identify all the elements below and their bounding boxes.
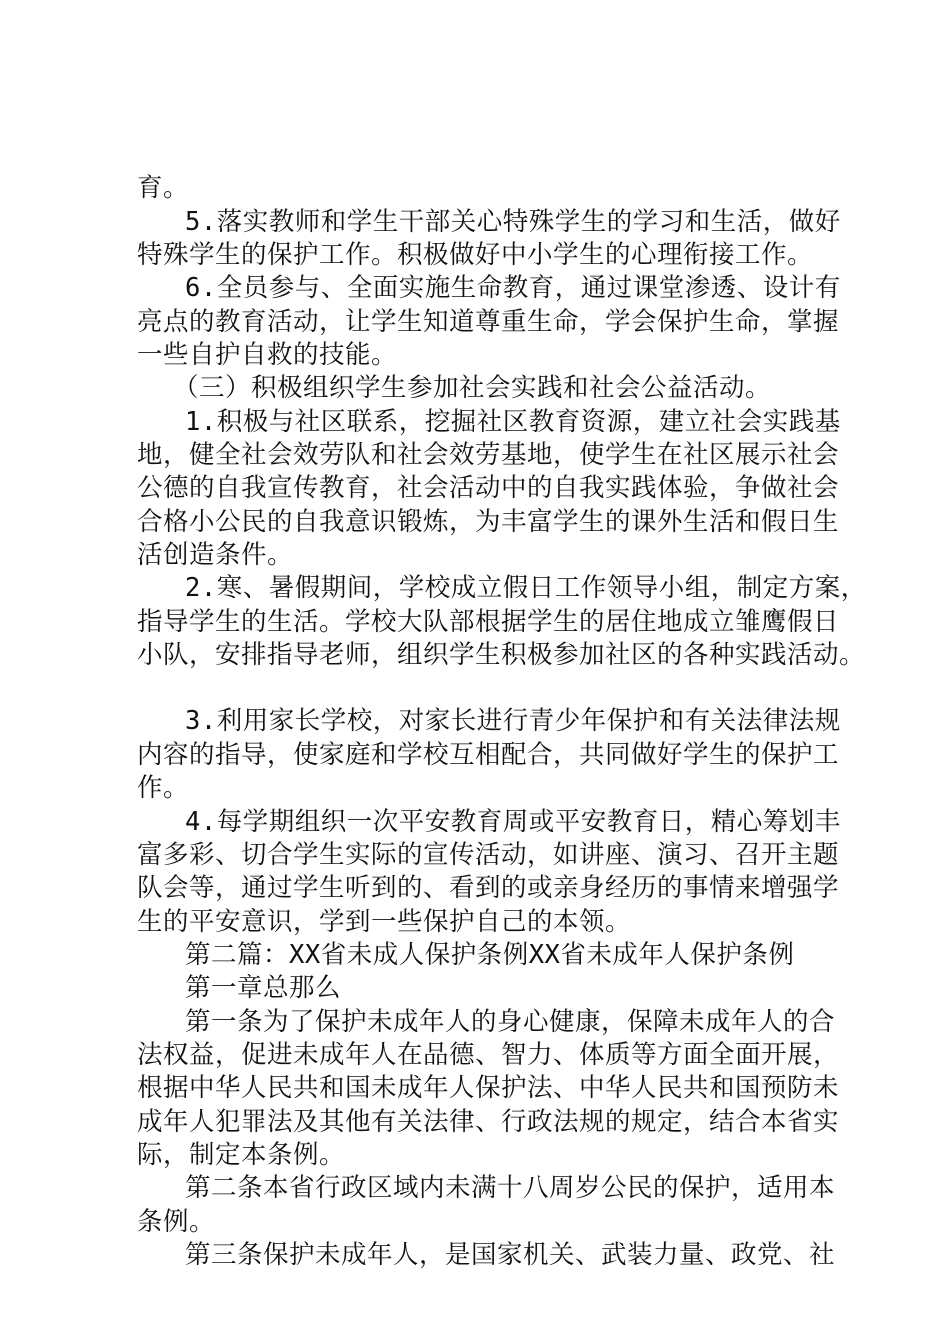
text-line: 作。 xyxy=(137,773,190,803)
text-line: 法权益，促进未成年人在品德、智力、体质等方面全面开展， xyxy=(137,1040,840,1070)
text-line: 亮点的教育活动，让学生知道尊重生命，学会保护生命，掌握 xyxy=(137,307,840,337)
text-line: 公德的自我宣传教育，社会活动中的自我实践体验，争做社会 xyxy=(137,473,840,503)
text-line: 5.落实教师和学生干部关心特殊学生的学习和生活，做好 xyxy=(185,207,841,237)
text-line: 队会等，通过学生听到的、看到的或亲身经历的事情来增强学 xyxy=(137,873,840,903)
text-line: 一些自护自救的技能。 xyxy=(137,340,398,370)
text-line: 际，制定本条例。 xyxy=(137,1140,346,1170)
text-line: 育。 xyxy=(137,173,190,203)
text-line: （三）积极组织学生参加社会实践和社会公益活动。 xyxy=(173,373,772,403)
text-line: 第二条本省行政区域内未满十八周岁公民的保护，适用本 xyxy=(185,1173,836,1203)
text-line: 第三条保护未成年人，是国家机关、武装力量、政党、社 xyxy=(185,1240,836,1270)
section-heading: 第二篇：XX省未成人保护条例XX省未成年人保护条例 xyxy=(185,940,795,970)
text-line: 2.寒、暑假期间，学校成立假日工作领导小组，制定方案， xyxy=(185,573,867,603)
text-line: 地，健全社会效劳队和社会效劳基地，使学生在社区展示社会 xyxy=(137,440,840,470)
text-line: 内容的指导，使家庭和学校互相配合，共同做好学生的保护工 xyxy=(137,740,840,770)
text-line: 活创造条件。 xyxy=(137,540,294,570)
text-line: 富多彩、切合学生实际的宣传活动，如讲座、演习、召开主题 xyxy=(137,840,840,870)
chapter-heading: 第一章总那么 xyxy=(185,973,342,1003)
text-line: 条例。 xyxy=(137,1207,216,1237)
text-line: 合格小公民的自我意识锻炼，为丰富学生的课外生活和假日生 xyxy=(137,507,840,537)
text-line: 小队，安排指导老师，组织学生积极参加社区的各种实践活动。 xyxy=(137,640,866,670)
text-line: 1.积极与社区联系，挖掘社区教育资源，建立社会实践基 xyxy=(185,407,841,437)
text-line: 4.每学期组织一次平安教育周或平安教育日，精心筹划丰 xyxy=(185,807,841,837)
text-line: 第一条为了保护未成年人的身心健康，保障未成年人的合 xyxy=(185,1007,836,1037)
text-line: 成年人犯罪法及其他有关法律、行政法规的规定，结合本省实 xyxy=(137,1107,840,1137)
text-line: 6.全员参与、全面实施生命教育，通过课堂渗透、设计有 xyxy=(185,273,841,303)
text-line: 指导学生的生活。学校大队部根据学生的居住地成立雏鹰假日 xyxy=(137,607,840,637)
text-line: 3.利用家长学校，对家长进行青少年保护和有关法律法规 xyxy=(185,706,841,736)
text-line: 根据中华人民共和国未成年人保护法、中华人民共和国预防未 xyxy=(137,1073,840,1103)
text-line: 生的平安意识，学到一些保护自己的本领。 xyxy=(137,907,632,937)
text-line: 特殊学生的保护工作。积极做好中小学生的心理衔接工作。 xyxy=(137,240,814,270)
